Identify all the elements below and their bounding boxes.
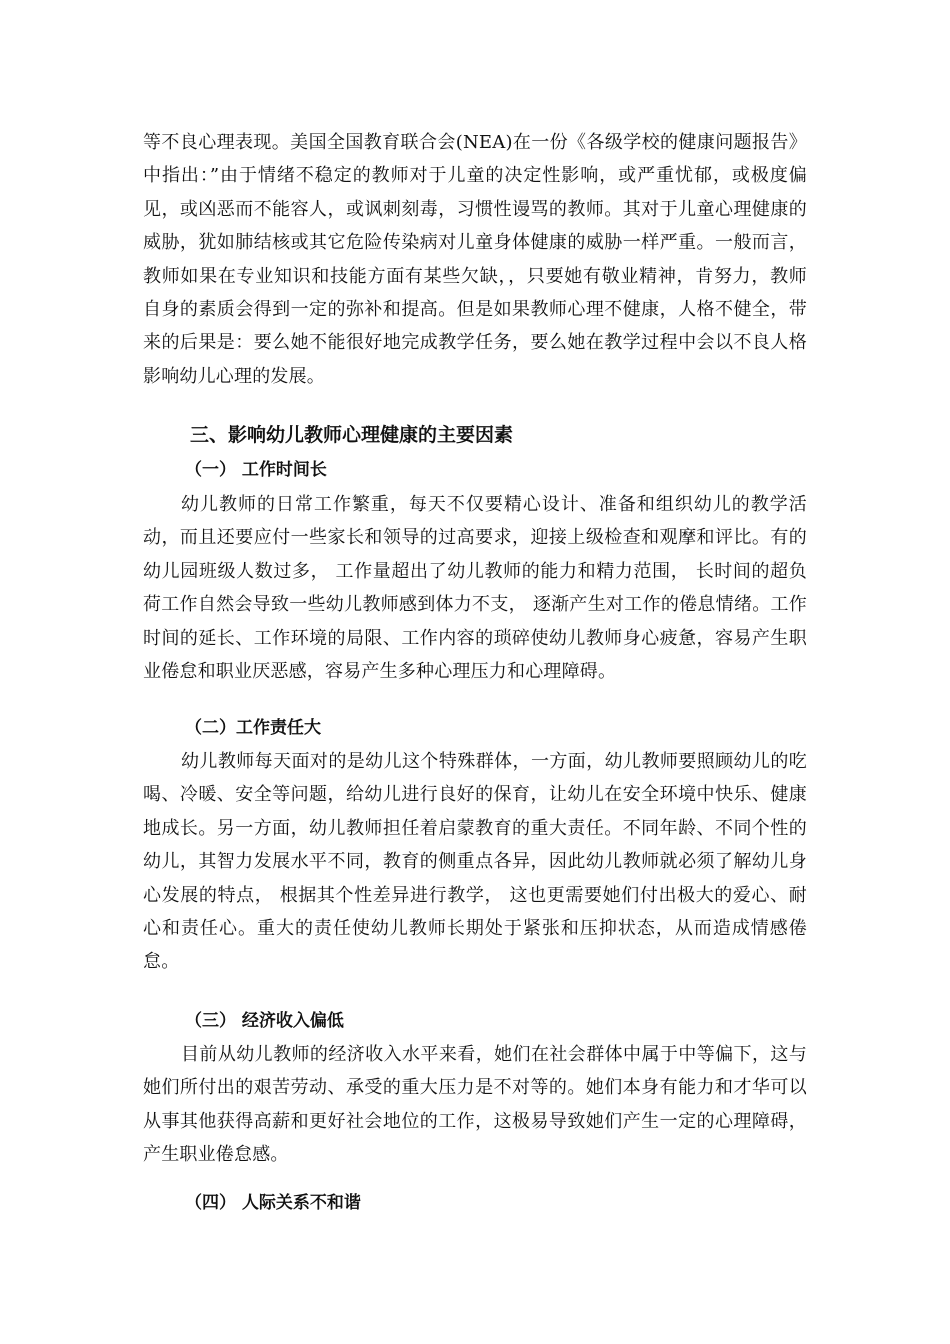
intro-text-block: [143, 126, 807, 393]
subsection-heading-3: （三） 经济收入偏低: [185, 1011, 344, 1031]
subsection-2-paragraph: 幼儿教师每天面对的是幼儿这个特殊群体，一方面，幼儿教师要照顾幼儿的吃喝、冷暖、安全等问题，给幼儿进行良好的保育，让幼儿在安全环境中快乐、健康地成长。另一方面，幼儿教师担任着启蒙教育的重大责任。不同年龄、不同个性的幼儿，其智力发展水平不同，教育的侧重点各异，因此幼儿教师就必须了解幼儿身心发展的特点， 根据其个性差异进行教学， 这也更需要她们付出极大的爱心、耐心和责任心。重大的责任使幼儿教师长期处于紧张和压抑状态，从而造成情感倦怠。: [143, 751, 807, 973]
subsection-1-text-block: [143, 488, 807, 688]
subsection-1-paragraph: 幼儿教师的日常工作繁重，每天不仅要精心设计、准备和组织幼儿的教学活动，而且还要应付一些家长和领导的过高要求，迎接上级检查和观摩和评比。有的幼儿园班级人数过多， 工作量超出了幼儿教师的能力和精力范围， 长时间的超负荷工作自然会导致一些幼儿教师感到体力不支， 逐渐产生对工作的倦息情绪。工作时间的延长、工作环境的局限、工作内容的琐碎使幼儿教师身心疲惫，容易产生职业倦怠和职业厌恶感，容易产生多种心理压力和心理障碍。: [143, 494, 807, 683]
intro-paragraph: 等不良心理表现。美国全国教育联合会(NEA)在一份《各级学校的健康问题报告》中指出：”由于情绪不稳定的教师对于儿童的决定性影响，或严重忧郁，或极度偏见，或凶恶而不能容人，或讽刺刻毒，习惯性谩骂的教师。其对于儿童心理健康的威胁，犹如肺结核或其它危险传染病对儿童身体健康的威胁一样严重。一般而言，教师如果在专业知识和技能方面有某些欠缺，，只要她有敬业精神，肯努力，教师自身的素质会得到一定的弥补和提高。但是如果教师心理不健康，人格不健全，带来的后果是：要么她不能很好地完成教学任务，要么她在教学过程中会以不良人格影响幼儿心理的发展。: [143, 132, 807, 387]
subsection-3-paragraph: 目前从幼儿教师的经济收入水平来看，她们在社会群体中属于中等偏下，这与她们所付出的艰苦劳动、承受的重大压力是不对等的。她们本身有能力和才华可以从事其他获得高薪和更好社会地位的工作，这极易导致她们产生一定的心理障碍，产生职业倦怠感。: [143, 1044, 807, 1166]
subsection-heading-1: （一） 工作时间长: [185, 460, 327, 480]
subsection-2-text-block: [143, 745, 807, 979]
section-heading: 三、影响幼儿教师心理健康的主要因素: [190, 424, 514, 446]
subsection-3-text-block: [143, 1038, 807, 1172]
subsection-heading-2: （二）工作责任大: [185, 718, 321, 738]
subsection-heading-4: （四） 人际关系不和谐: [185, 1193, 361, 1213]
